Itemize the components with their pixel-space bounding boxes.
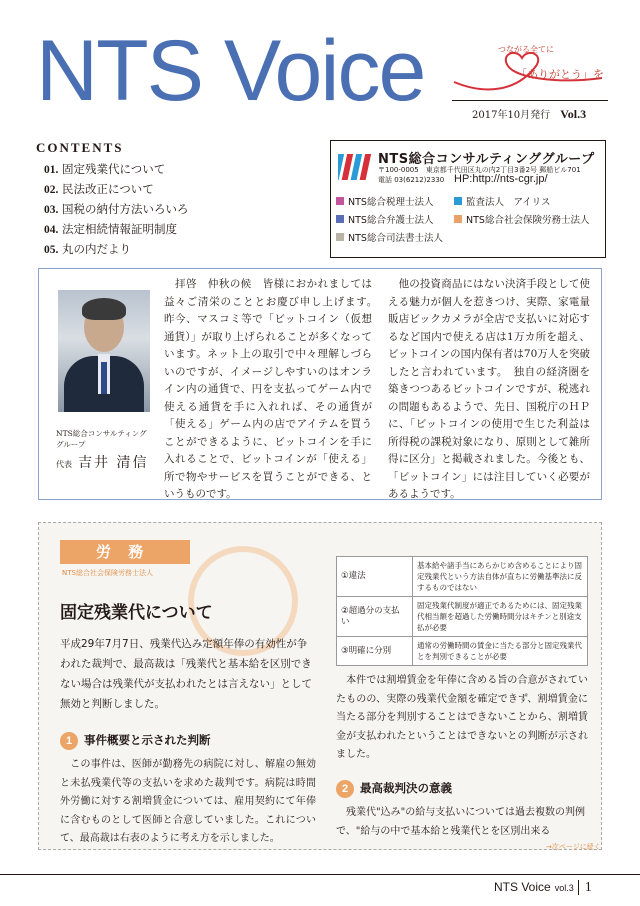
footer-label: NTS Voice [494,880,551,894]
page-number: 1 [578,880,592,895]
greeting-column-1: 拝啓 仲秋の候 皆様におかれましては益々ご清栄のこととお慶び申し上げます。 昨今、マスコミ等で「ビットコイン（仮想通貨）」が取り上げられることが多くなっています。ネット上の取引で中々理解しづらいのですが、イメージしやすいのはオンライン内の通貨で、円を支払ってゲーム内で使える通貨を手に入れれば、その通貨が「使える」ゲーム内の店でアイテムを買うことができるように、ビットコインを手に入れることで、ビットコインが「使える」所で物やサービスを買うことができる、というものです。 [164,278,383,500]
author-title: 代表 [56,460,72,469]
footer-vol: vol.3 [554,883,574,893]
tagline-big: 「ありがとう」を [516,68,604,81]
company-address: 〒100-0005 東京都千代田区丸の内2丁目3番2号 郵船ビル701 電話 03(6212)2330 [378,166,581,184]
firm-item: NTS総合弁護士法人 [336,212,433,226]
ruling-table [336,556,588,666]
article-body-1: この事件は、医師が勤務先の病院に対し、解雇の無効と未払残業代等の支払いを求めた裁判です。病院は時間外労働に対する割増賃金については、雇用契約にて年俸に含むものとして医師と合意していました。これについて、最高裁は右表のように考え方を示しました。 [60,759,316,844]
tagline-small: つながる全てに [498,45,554,54]
footer-rule [0,874,640,875]
issue-vol: Vol.3 [560,107,587,121]
toc-item[interactable]: 01. 固定残業代について [44,162,166,176]
author-org: NTS総合コンサルティング グループ [56,429,147,449]
firm-color-icon [336,215,344,223]
subheading-1: 1 事件概要と示された判断 [60,732,211,750]
firm-color-icon [454,197,462,205]
author-name-line [56,452,148,472]
category-sub: NTS総合社会保険労務士法人 [62,569,153,577]
tagline [448,44,608,96]
category-label: 労 務 [60,540,190,564]
toc-item[interactable]: 03. 国税の納付方法いろいろ [44,202,189,216]
firm-item: 監査法人 アイリス [454,194,550,208]
author-name: 吉井 清信 [78,455,149,471]
table-row: ②超過分の支払い 固定残業代制度が適正であるためには、固定残業代相当額を超過した労働時間分はキチンと別途支払が必要 [337,597,588,637]
toc-item[interactable]: 04. 法定相続情報証明制度 [44,222,178,236]
firm-item: NTS総合税理士法人 [336,194,433,208]
table-of-contents [44,160,189,260]
number-badge: 2 [336,780,354,798]
article-intro: 平成29年7月7日、残業代込み定額年俸の有効性が争われた裁判で、最高裁は「残業代と基本給を区別できない場合は残業代が支払われたとは言えない」として無効と判断しました。 [60,638,312,710]
company-logo-icon [338,150,372,184]
firm-color-icon [336,197,344,205]
newsletter-logo: NTS Voice [36,23,425,119]
article-body-right: 本件では割増賃金を年俸に含める旨の合意がされていたものの、実際の残業代金額を確定できず、割増賃金に当たる部分を判別することはできないことから、割増賃金が支払われたということはできないとの判断が示されました。 [336,675,588,760]
company-name: NTS総合コンサルティンググループ [378,152,595,167]
firm-color-icon [454,215,462,223]
number-badge: 1 [60,732,78,750]
subheading-2: 2 最高裁判決の意義 [336,780,452,798]
table-row: ①違法 基本給や諸手当にあらかじめ含めることにより固定残業代という方法自体が直ちに労働基準法に反するものではない [337,557,588,597]
company-tel: 電話 03(6212)2330 [378,176,445,184]
table-row: ③明確に分別 通常の労働時間の賃金に当たる部分と固定残業代とを判別できることが必要 [337,637,588,666]
firm-item: NTS総合社会保険労務士法人 [454,212,589,226]
firm-color-icon [336,233,344,241]
contents-heading: CONTENTS [36,140,124,155]
article-body-2: 残業代"込み"の給与支払いについては過去複数の判例で、"給与の中で基本給と残業代とを区別出来る [336,807,585,837]
author-photo [58,290,150,412]
continued-link[interactable]: →次ページに続く [546,843,601,851]
firm-item: NTS総合司法書士法人 [336,230,443,244]
footer [494,880,592,896]
greeting-column-2: 他の投資商品にはない決済手段として使える魅力が個人を惹きつけ、実際、家電量販店ビックカメラが全店で支払いに対応するなど国内で使える店は1万カ所を超え、ビットコインの国内保有者は70万人を突破したと言われています。 独自の経済圏を築きつつあるビットコインですが、税逃れの問題もあるようで、先日、国税庁のＨＰに、「ビットコインの使用で生じた利益は所得税の課税対象になり、原則として雑所得に区分」と掲載されました。今後とも、「ビットコイン」には注目していく必要があるようです。 [388,278,590,500]
toc-item[interactable]: 02. 民法改正について [44,182,154,196]
issue-date: 2017年10月発行 [472,110,551,121]
company-url[interactable]: HP:http://nts-cgr.jp/ [454,173,548,185]
toc-item[interactable]: 05. 丸の内だより [44,242,132,256]
article-title: 固定残業代について [60,603,213,623]
issue-info [472,106,586,122]
header-rule [452,100,608,101]
